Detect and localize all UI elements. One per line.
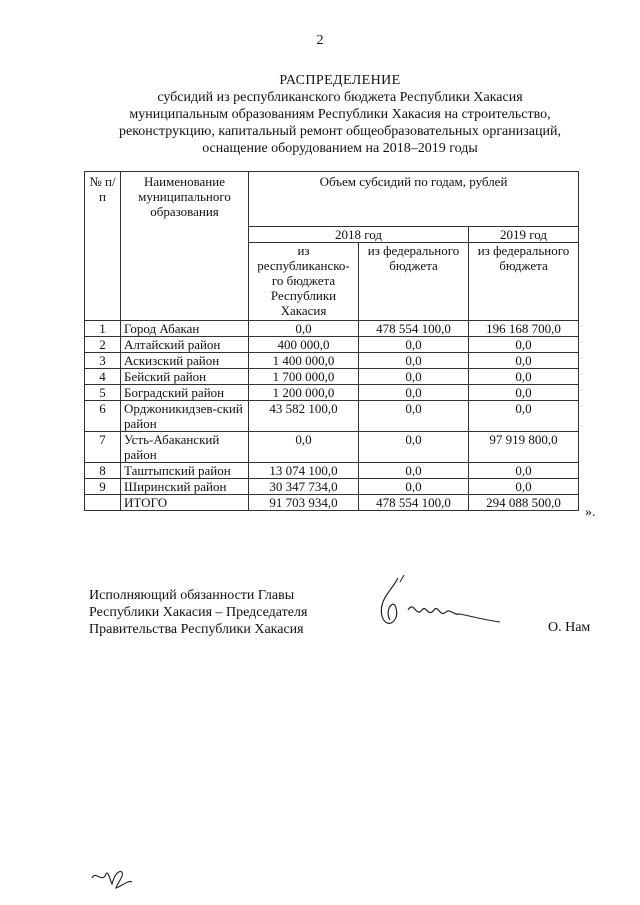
page-number: 2	[316, 33, 324, 48]
row-fed2018: 0,0	[359, 432, 469, 463]
header-name: Наименование муниципального образования	[121, 172, 249, 321]
row-name: Ширинский район	[121, 479, 249, 495]
table-row	[85, 401, 579, 432]
row-fed2019: 97 919 800,0	[469, 432, 579, 463]
total-num	[85, 495, 121, 511]
document-heading	[60, 72, 620, 157]
total-label: ИТОГО	[121, 495, 249, 511]
row-num: 1	[85, 321, 121, 337]
row-fed2019: 196 168 700,0	[469, 321, 579, 337]
signer-name: О. Нам	[548, 620, 591, 635]
header-year-2018: 2018 год	[249, 227, 469, 243]
row-name: Таштыпский район	[121, 463, 249, 479]
heading-line: муниципальным образованиям Республики Хакасия на строительство,	[129, 107, 551, 122]
row-name: Аскизский район	[121, 353, 249, 369]
row-name: Боградский район	[121, 385, 249, 401]
heading-line: субсидий из республиканского бюджета Республики Хакасия	[157, 90, 523, 105]
row-fed2019: 0,0	[469, 353, 579, 369]
row-num: 7	[85, 432, 121, 463]
total-fed2018: 478 554 100,0	[359, 495, 469, 511]
row-fed2018: 0,0	[359, 369, 469, 385]
handwritten-signature	[370, 570, 520, 640]
row-fed2019: 0,0	[469, 479, 579, 495]
row-fed2018: 0,0	[359, 337, 469, 353]
row-fed2019: 0,0	[469, 401, 579, 432]
header-federal-2018: из федерального бюджета	[359, 243, 469, 321]
row-num: 5	[85, 385, 121, 401]
total-rep2018: 91 703 934,0	[249, 495, 359, 511]
row-fed2018: 0,0	[359, 353, 469, 369]
row-fed2018: 0,0	[359, 479, 469, 495]
row-name: Бейский район	[121, 369, 249, 385]
header-year-2019: 2019 год	[469, 227, 579, 243]
row-num: 8	[85, 463, 121, 479]
table-row	[85, 369, 579, 385]
row-rep2018: 0,0	[249, 432, 359, 463]
total-row	[85, 495, 579, 511]
row-fed2019: 0,0	[469, 369, 579, 385]
row-num: 3	[85, 353, 121, 369]
heading-line: реконструкцию, капитальный ремонт общеобразовательных организаций,	[119, 124, 561, 139]
table-row	[85, 353, 579, 369]
table-row	[85, 385, 579, 401]
header-volume: Объем субсидий по годам, рублей	[249, 172, 579, 227]
row-name: Усть-Абаканский район	[121, 432, 249, 463]
row-rep2018: 30 347 734,0	[249, 479, 359, 495]
row-fed2018: 0,0	[359, 463, 469, 479]
row-fed2018: 478 554 100,0	[359, 321, 469, 337]
row-rep2018: 0,0	[249, 321, 359, 337]
total-fed2019: 294 088 500,0	[469, 495, 579, 511]
table-row	[85, 463, 579, 479]
row-fed2019: 0,0	[469, 463, 579, 479]
signature-title-line: Исполняющий обязанности Главы	[89, 588, 295, 603]
table-row	[85, 321, 579, 337]
header-republic-2018: из республиканско-го бюджета Республики Хакасия	[249, 243, 359, 321]
row-fed2019: 0,0	[469, 337, 579, 353]
signature-title-line: Республики Хакасия – Председателя	[89, 605, 308, 620]
row-fed2019: 0,0	[469, 385, 579, 401]
row-rep2018: 13 074 100,0	[249, 463, 359, 479]
signature-title-line: Правительства Республики Хакасия	[89, 622, 304, 637]
row-name: Алтайский район	[121, 337, 249, 353]
row-rep2018: 400 000,0	[249, 337, 359, 353]
row-rep2018: 43 582 100,0	[249, 401, 359, 432]
row-rep2018: 1 200 000,0	[249, 385, 359, 401]
header-num: № п/п	[85, 172, 121, 321]
table-row	[85, 479, 579, 495]
row-rep2018: 1 700 000,0	[249, 369, 359, 385]
row-fed2018: 0,0	[359, 401, 469, 432]
heading-title: РАСПРЕДЕЛЕНИЕ	[279, 73, 401, 88]
row-num: 2	[85, 337, 121, 353]
header-federal-2019: из федерального бюджета	[469, 243, 579, 321]
heading-line: оснащение оборудованием на 2018–2019 годы	[202, 141, 478, 156]
signature-title	[89, 587, 307, 638]
row-name: Орджоникидзев-ский район	[121, 401, 249, 432]
row-num: 6	[85, 401, 121, 432]
row-rep2018: 1 400 000,0	[249, 353, 359, 369]
subsidies-table	[84, 171, 579, 511]
closing-quote-mark: ».	[585, 505, 596, 520]
row-fed2018: 0,0	[359, 385, 469, 401]
table-row	[85, 432, 579, 463]
handwritten-initials	[88, 862, 138, 894]
row-num: 4	[85, 369, 121, 385]
row-num: 9	[85, 479, 121, 495]
row-name: Город Абакан	[121, 321, 249, 337]
table-row	[85, 337, 579, 353]
